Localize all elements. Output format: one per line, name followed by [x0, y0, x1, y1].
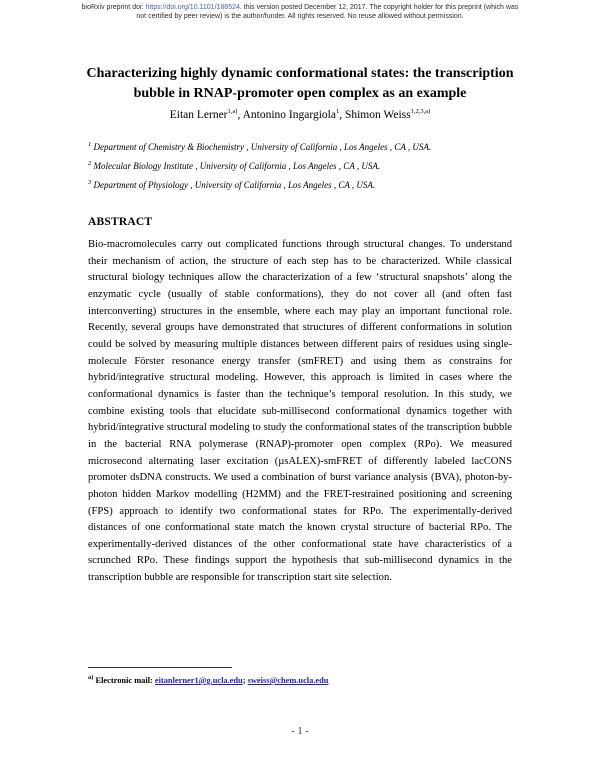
banner-line-1 [28, 4, 572, 13]
affiliation-line [88, 180, 545, 191]
author-name: Shimon Weiss [344, 109, 411, 121]
email-link-2[interactable]: sweiss@chem.ucla.edu [247, 676, 329, 685]
footnote-superscript: a) [88, 674, 94, 682]
author-separator: , [339, 109, 345, 121]
affiliation-superscript: 2 [88, 160, 92, 167]
footnote [88, 676, 545, 685]
author-name: Eitan Lerner [169, 109, 228, 121]
abstract-body: Bio-macromolecules carry out complicated functions through structural changes. To understand their mechanism of action, the structure of each step has to be characterized. While classical structural biology techniques allow the characterization of a few ‘structural snapshots’ along the enzymatic cycle (usually of stable conformations), they do not cover all (and often fast interconverting) structures in the ensemble, where each may play an important functional role. Recently, several groups have demonstrated that structures of different conformations in solution could be solved by measuring multiple distances between different pairs of residues using single-molecule Förster resonance energy transfer (smFRET) and using them as constrains for hybrid/integrative structural modeling. However, this approach is limited in cases where the conformational dynamics is faster than the technique’s temporal resolution. In this study, we combine existing tools that elucidate sub-millisecond conformational dynamics together with hybrid/integrative structural modeling to study the conformational states of the transcription bubble in the bacterial RNA polymerase (RNAP)-promoter open complex (RPo). We measured microsecond alternating laser excitation (µsALEX)-smFRET of differently labeled lacCONS promoter dsDNA constructs. We used a combination of burst variance analysis (BVA), photon-by-photon hidden Markov modelling (H2MM) and the FRET-restrained positioning and screening (FPS) approach to identify two conformational states for RPo. The experimentally-derived distances of one conformational state match the known crystal structure of bacterial RPo. The experimentally-derived distances of the other conformational state have characteristics of a scrunched RPo. These findings support the hypothesis that sub-millisecond dynamics in the transcription bubble are responsible for transcription start site selection. [88, 239, 512, 584]
author [170, 109, 243, 121]
affiliation-list [88, 142, 545, 199]
affiliation-text: Molecular Biology Institute , University of California , Los Angeles , CA , USA. [93, 161, 381, 171]
footnote-divider [88, 667, 232, 668]
affiliation-superscript: 1 [88, 141, 92, 148]
affiliation-line [88, 161, 545, 172]
author-name: Antonino Ingargiola [242, 109, 336, 121]
banner-prefix: bioRxiv preprint doi: [81, 4, 146, 11]
footnote-separator: ; [242, 676, 248, 685]
preprint-banner [28, 4, 572, 22]
author-separator: , [237, 109, 243, 121]
paper-title-line-1: Characterizing highly dynamic conformational states: the transcription [86, 66, 514, 81]
page-number: - 1 - [291, 726, 309, 737]
footnote-label: Electronic mail: [95, 676, 155, 685]
banner-line-2: not certified by peer review) is the author/funder. All rights reserved. No reuse allowed without permission. [136, 12, 464, 20]
paper-title [55, 64, 545, 103]
abstract-heading: ABSTRACT [88, 216, 153, 228]
author-superscript: 1 [335, 108, 340, 116]
author-superscript: 1,a) [227, 108, 238, 116]
banner-line1-rest: . this version posted December 12, 2017. The copyright holder for this preprint (which was [239, 4, 519, 11]
author [345, 109, 430, 121]
affiliation-superscript: 3 [88, 179, 92, 186]
email-link-1[interactable]: eitanlerner1@g.ucla.edu [154, 676, 243, 685]
affiliation-line [88, 142, 545, 153]
affiliation-text: Department of Chemistry & Biochemistry , University of California , Los Angeles , CA , USA. [93, 142, 432, 152]
affiliation-text: Department of Physiology , University of California , Los Angeles , CA , USA. [93, 180, 376, 190]
doi-link[interactable]: https://doi.org/10.1101/188524 [145, 4, 240, 11]
author-list [0, 109, 600, 121]
author-superscript: 1,2,3,a) [410, 108, 431, 116]
author [243, 109, 345, 121]
paper-title-line-2: bubble in RNAP-promoter open complex as an example [133, 85, 467, 101]
